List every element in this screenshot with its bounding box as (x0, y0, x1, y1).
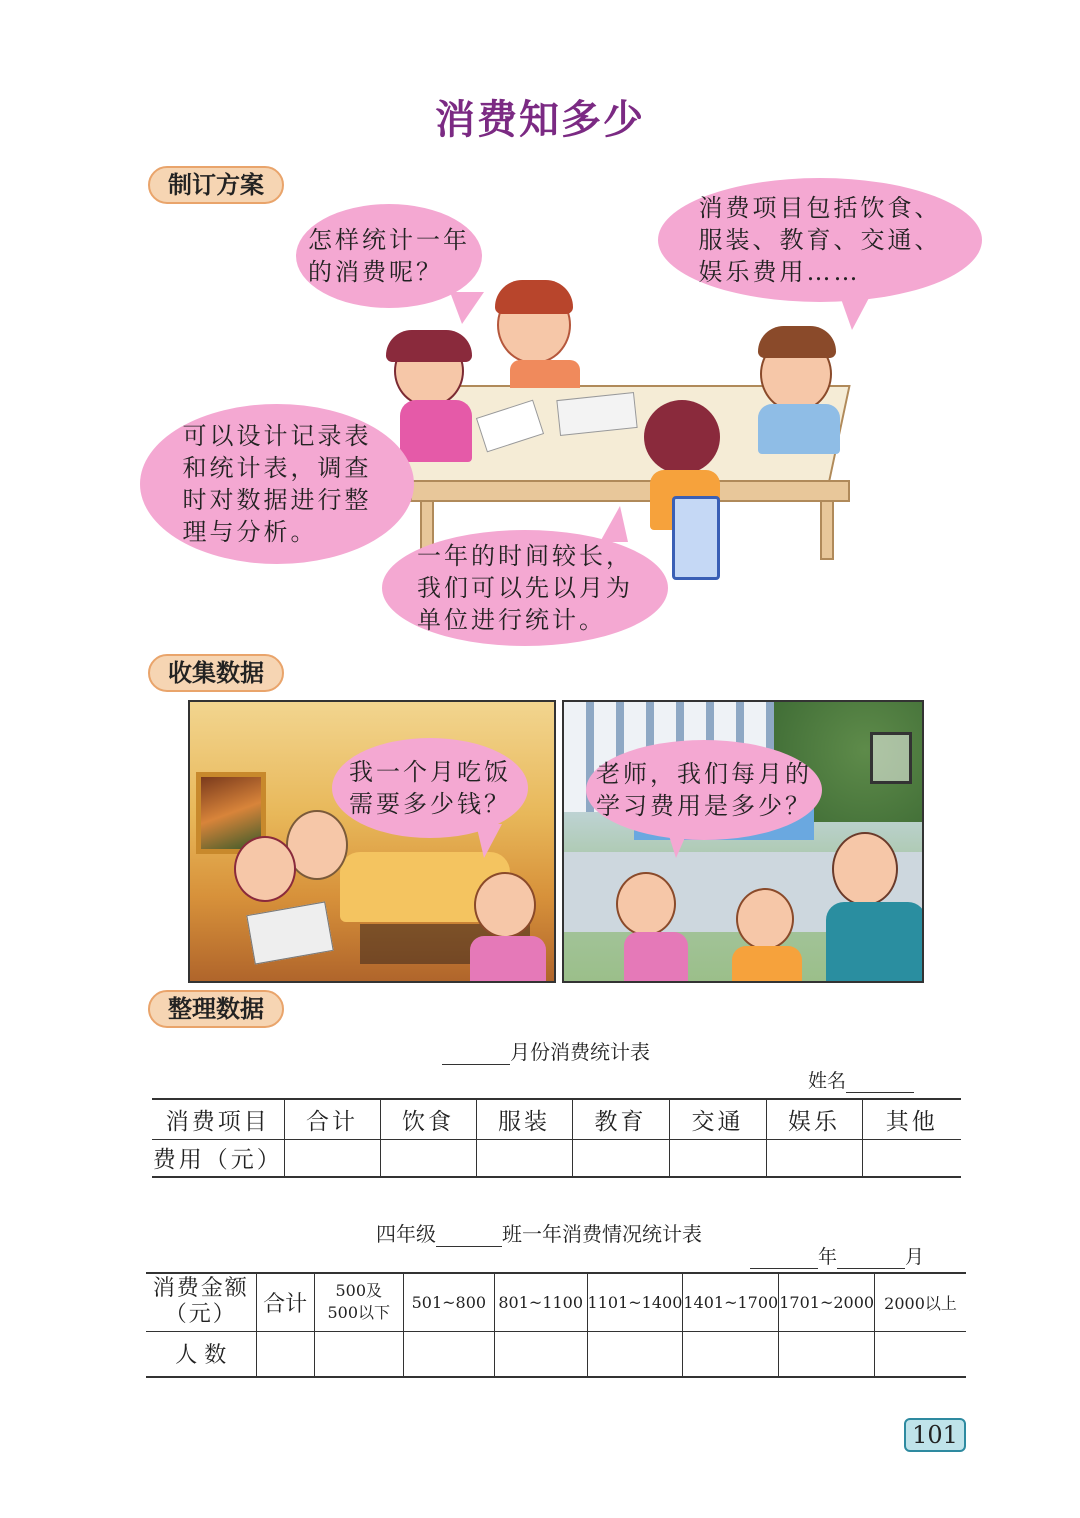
bubble-tail (450, 292, 484, 324)
input-cell[interactable] (669, 1139, 766, 1177)
input-cell[interactable] (875, 1331, 966, 1377)
input-cell[interactable] (403, 1331, 494, 1377)
header-cell: 娱乐 (766, 1099, 862, 1139)
header-cell: 合计 (256, 1273, 314, 1331)
input-cell[interactable] (683, 1331, 779, 1377)
section-tag-plan: 制订方案 (148, 166, 284, 204)
speech-bubble-food: 我一个月吃饭 需要多少钱？ (332, 738, 528, 838)
speech-bubble-design: 可以设计记录表 和统计表，调查 时对数据进行整 理与分析。 (140, 404, 414, 564)
teacher-body (826, 902, 924, 983)
input-cell[interactable] (380, 1139, 476, 1177)
table-leg (820, 500, 834, 560)
table2-title: 四年级 班一年消费情况统计表 (376, 1222, 702, 1246)
input-cell[interactable] (256, 1331, 314, 1377)
input-cell[interactable] (587, 1331, 683, 1377)
speech-bubble-study: 老师，我们每月的 学习费用是多少？ (586, 740, 822, 840)
blank-month[interactable] (442, 1040, 510, 1065)
header-cell: 1401~1700 (683, 1273, 779, 1331)
header-cell: 服装 (476, 1099, 572, 1139)
header-cell: 消费项目 (152, 1099, 284, 1139)
yearly-consumption-table (146, 1272, 966, 1378)
input-cell[interactable] (766, 1139, 862, 1177)
header-cell: 教育 (572, 1099, 669, 1139)
header-cell: 500及 500以下 (314, 1273, 403, 1331)
boy-body (510, 360, 580, 388)
page-number: 101 (904, 1418, 966, 1452)
input-cell[interactable] (862, 1139, 961, 1177)
header-cell: 1701~2000 (779, 1273, 875, 1331)
section-tag-organize: 整理数据 (148, 990, 284, 1028)
table2-date-field: 年 月 (750, 1242, 924, 1269)
section-tag-collect: 收集数据 (148, 654, 284, 692)
header-cell: 801~1100 (494, 1273, 587, 1331)
mother-head (234, 836, 296, 902)
header-cell: 1101~1400 (587, 1273, 683, 1331)
input-cell[interactable] (779, 1331, 875, 1377)
header-cell: 交通 (669, 1099, 766, 1139)
monthly-consumption-table (152, 1098, 961, 1178)
bubble-tail (476, 824, 502, 858)
blank-name[interactable] (846, 1070, 914, 1093)
header-cell: 其他 (862, 1099, 961, 1139)
blank-year[interactable] (750, 1246, 818, 1269)
row-label: 人 数 (146, 1331, 256, 1377)
table1-title: 月份消费统计表 (442, 1036, 650, 1065)
table1-name-field: 姓名 (808, 1066, 914, 1093)
input-cell[interactable] (572, 1139, 669, 1177)
input-cell[interactable] (476, 1139, 572, 1177)
speech-bubble-month: 一年的时间较长， 我们可以先以月为 单位进行统计。 (382, 530, 668, 646)
speech-bubble-question: 怎样统计一年 的消费呢？ (296, 204, 482, 308)
header-label-cell: 消费金额 （元） (146, 1273, 256, 1331)
input-cell[interactable] (314, 1331, 403, 1377)
teacher-head (832, 832, 898, 906)
newspaper (246, 901, 333, 964)
boy-right-body (758, 404, 840, 454)
input-cell[interactable] (494, 1331, 587, 1377)
row-label: 费用（元） (152, 1139, 284, 1177)
chair (672, 496, 720, 580)
speech-bubble-items: 消费项目包括饮食、 服装、教育、交通、 娱乐费用…… (658, 178, 982, 302)
bubble-tail (600, 506, 628, 542)
header-cell: 饮食 (380, 1099, 476, 1139)
table-edge (410, 480, 850, 502)
page-title: 消费知多少 (435, 97, 645, 143)
boy-head (736, 888, 794, 950)
girl-body (400, 400, 472, 462)
blank-month[interactable] (837, 1246, 905, 1269)
boy-right-hair (758, 326, 836, 358)
basketball-hoop (870, 732, 912, 784)
girl-hair (386, 330, 472, 362)
header-cell: 2000以上 (875, 1273, 966, 1331)
bubble-tail (666, 826, 690, 858)
input-cell[interactable] (284, 1139, 380, 1177)
girl-head (616, 872, 676, 936)
boy-hair (495, 280, 573, 314)
boy-body (732, 946, 802, 983)
header-cell: 501~800 (403, 1273, 494, 1331)
header-cell: 合计 (284, 1099, 380, 1139)
bubble-tail (840, 296, 870, 330)
girl-head (474, 872, 536, 938)
girl-body (624, 932, 688, 983)
blank-class[interactable] (436, 1222, 502, 1247)
girl-front-head (644, 400, 720, 474)
girl-body (470, 936, 546, 983)
